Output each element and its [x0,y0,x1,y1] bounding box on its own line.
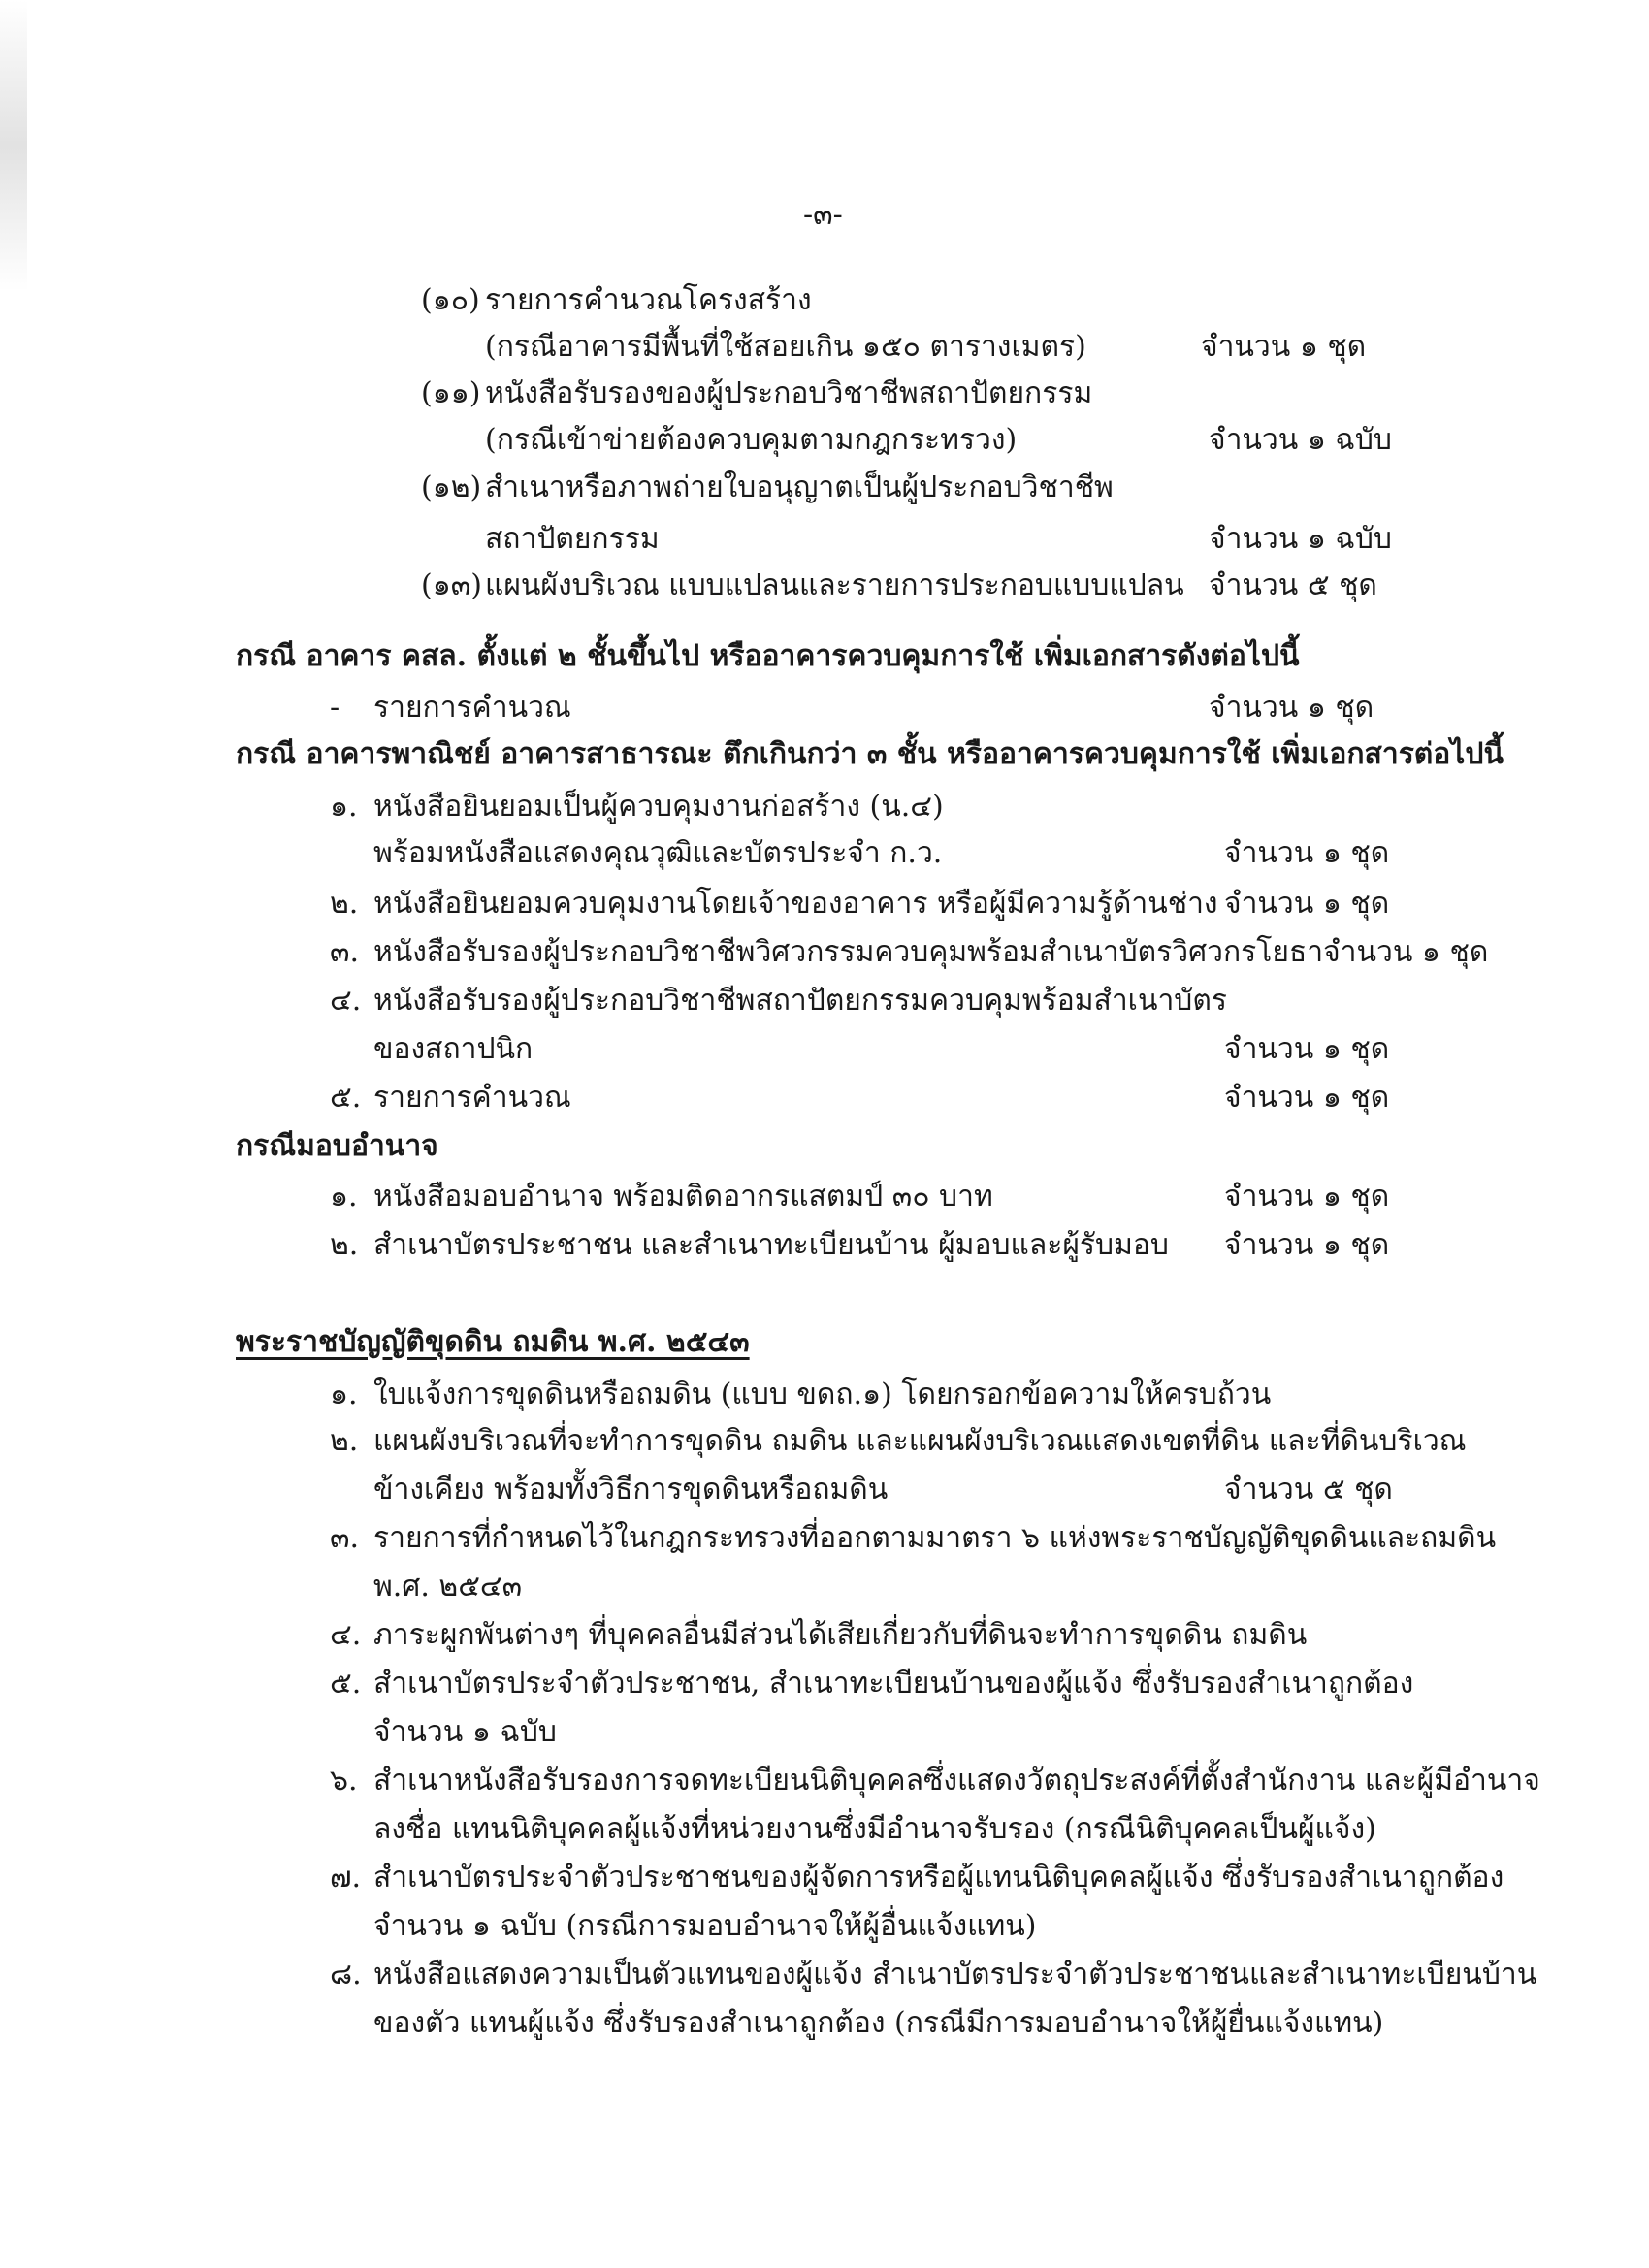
item-text: หนังสือแสดงความเป็นตัวแทนของผู้แจ้ง สำเนาบัตรประจำตัวประชาชนและสำเนาทะเบียนบ้าน [373,1958,1537,1992]
item-number: ๓. [330,935,360,969]
item-quantity: จำนวน ๑ ชุด [1224,887,1390,921]
section-heading-commercial: กรณี อาคารพาณิชย์ อาคารสาธารณะ ตึกเกินกว่า ๓ ชั้น หรืออาคารควบคุมการใช้ เพิ่มเอกสารต่อไปนี้ [236,737,1504,771]
section-heading-rc: กรณี อาคาร คสล. ตั้งแต่ ๒ ชั้นขึ้นไป หรืออาคารควบคุมการใช้ เพิ่มเอกสารดังต่อไปนี้ [236,639,1300,673]
item-quantity: จำนวน ๑ ชุด [1224,1032,1390,1066]
item-number: (๑๒) [421,470,482,504]
item-text: ของสถาปนิก [373,1032,534,1066]
item-number: ๔. [330,984,362,1018]
item-quantity: จำนวน ๑ ชุด [1224,1228,1390,1262]
item-quantity: จำนวน ๑ ฉบับ [1209,423,1392,457]
item-number: ๑. [330,1180,358,1214]
item-number: (๑๑) [421,376,481,410]
section-heading-poa: กรณีมอบอำนาจ [236,1129,438,1163]
item-number: ๗. [330,1861,362,1895]
item-number: ๔. [330,1618,362,1652]
item-number: ๕. [330,1081,362,1115]
item-text: สำเนาหรือภาพถ่ายใบอนุญาตเป็นผู้ประกอบวิชาชีพ [485,470,1114,504]
scan-edge-shadow [0,0,27,291]
item-text: (กรณีอาคารมีพื้นที่ใช้สอยเกิน ๑๕๐ ตารางเมตร) [485,330,1086,364]
item-bullet: - [330,691,340,725]
item-text: รายการคำนวณ [373,691,571,725]
item-number: ๒. [330,887,359,921]
item-number: ๒. [330,1424,359,1458]
item-number: ๓. [330,1521,360,1555]
item-number: ๑. [330,1377,358,1411]
item-number: ๘. [330,1958,362,1992]
item-text: พ.ศ. ๒๕๔๓ [373,1570,523,1604]
item-text: สำเนาบัตรประจำตัวประชาชน, สำเนาทะเบียนบ้านของผู้แจ้ง ซึ่งรับรองสำเนาถูกต้อง [373,1667,1414,1701]
item-text: สำเนาบัตรประจำตัวประชาชนของผู้จัดการหรือผู้แทนนิติบุคคลผู้แจ้ง ซึ่งรับรองสำเนาถูกต้อง [373,1861,1504,1895]
page-number: -๓- [803,198,843,232]
item-text: หนังสือยินยอมควบคุมงานโดยเจ้าของอาคาร หรือผู้มีความรู้ด้านช่าง [373,887,1218,921]
item-number: ๑. [330,790,358,824]
item-number: (๑๓) [421,568,482,602]
item-text: ลงชื่อ แทนนิติบุคคลผู้แจ้งที่หน่วยงานซึ่งมีอำนาจรับรอง (กรณีนิติบุคคลเป็นผู้แจ้ง) [373,1812,1376,1846]
item-quantity: จำนวน ๕ ชุด [1224,1473,1393,1507]
item-text: พร้อมหนังสือแสดงคุณวุฒิและบัตรประจำ ก.ว. [373,836,943,870]
item-number: ๖. [330,1764,358,1798]
item-text: ภาระผูกพันต่างๆ ที่บุคคลอื่นมีส่วนได้เสียเกี่ยวกับที่ดินจะทำการขุดดิน ถมดิน [373,1618,1308,1652]
item-text: ใบแจ้งการขุดดินหรือถมดิน (แบบ ขดถ.๑) โดยกรอกข้อความให้ครบถ้วน [373,1377,1272,1411]
item-quantity: จำนวน ๑ ฉบับ [1209,522,1392,556]
item-text: รายการคำนวณ [373,1081,571,1115]
item-quantity: จำนวน ๑ ชุด [1224,836,1390,870]
item-quantity: จำนวน ๑ ชุด [1209,691,1374,725]
item-text: สถาปัตยกรรม [485,522,660,556]
item-number: ๒. [330,1228,359,1262]
item-text: (กรณีเข้าข่ายต้องควบคุมตามกฎกระทรวง) [485,423,1018,457]
item-text: ข้างเคียง พร้อมทั้งวิธีการขุดดินหรือถมดิน [373,1473,889,1507]
item-text: สำเนาบัตรประชาชน และสำเนาทะเบียนบ้าน ผู้มอบและผู้รับมอบ [373,1228,1169,1262]
item-text: รายการคำนวณโครงสร้าง [485,283,812,317]
item-number: (๑๐) [421,283,480,317]
item-quantity: จำนวน ๑ ชุด [1224,1081,1390,1115]
section-heading-excavation: พระราชบัญญัติขุดดิน ถมดิน พ.ศ. ๒๕๔๓ [236,1325,750,1359]
item-text: ของตัว แทนผู้แจ้ง ซึ่งรับรองสำเนาถูกต้อง (กรณีมีการมอบอำนาจให้ผู้ยื่นแจ้งแทน) [373,2006,1384,2040]
item-number: ๕. [330,1667,362,1701]
item-quantity: จำนวน ๕ ชุด [1209,568,1377,602]
item-text: จำนวน ๑ ฉบับ (กรณีการมอบอำนาจให้ผู้อื่นแจ้งแทน) [373,1909,1037,1943]
item-quantity: จำนวน ๑ ชุด [1201,330,1367,364]
item-text: หนังสือรับรองของผู้ประกอบวิชาชีพสถาปัตยกรรม [485,376,1093,410]
item-text: สำเนาหนังสือรับรองการจดทะเบียนนิติบุคคลซึ่งแสดงวัตถุประสงค์ที่ตั้งสำนักงาน และผู้มีอำนาจ [373,1764,1540,1798]
item-text: แผนผังบริเวณที่จะทำการขุดดิน ถมดิน และแผนผังบริเวณแสดงเขตที่ดิน และที่ดินบริเวณ [373,1424,1467,1458]
item-text: หนังสือรับรองผู้ประกอบวิชาชีพวิศวกรรมควบคุมพร้อมสำเนาบัตรวิศวกรโยธาจำนวน ๑ ชุด [373,935,1489,969]
item-text: จำนวน ๑ ฉบับ [373,1715,557,1749]
item-text: หนังสือยินยอมเป็นผู้ควบคุมงานก่อสร้าง (น.๔) [373,790,944,824]
item-text: หนังสือมอบอำนาจ พร้อมติดอากรแสตมป์ ๓๐ บาท [373,1180,993,1214]
item-text: แผนผังบริเวณ แบบแปลนและรายการประกอบแบบแปลน [485,568,1184,602]
item-quantity: จำนวน ๑ ชุด [1224,1180,1390,1214]
item-text: หนังสือรับรองผู้ประกอบวิชาชีพสถาปัตยกรรมควบคุมพร้อมสำเนาบัตร [373,984,1227,1018]
item-text: รายการที่กำหนดไว้ในกฎกระทรวงที่ออกตามมาตรา ๖ แห่งพระราชบัญญัติขุดดินและถมดิน [373,1521,1497,1555]
